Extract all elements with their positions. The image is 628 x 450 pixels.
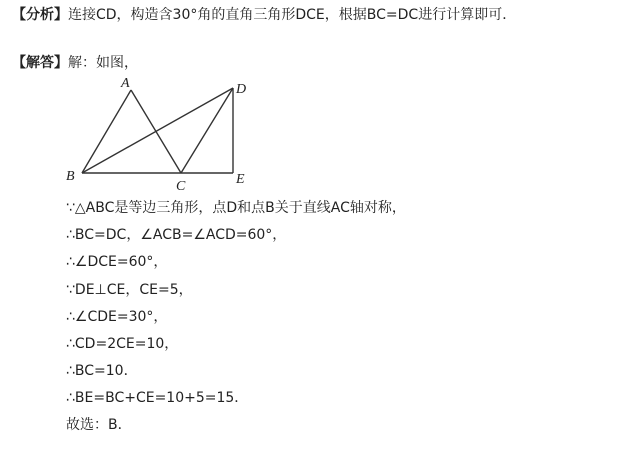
- answer-tag: 【解答】: [12, 55, 68, 71]
- segment-BD: [82, 88, 233, 173]
- step-line: ∴BE=BC+CE=10+5=15．: [66, 390, 249, 406]
- step-line: 故选：B．: [66, 417, 132, 433]
- point-label-A: A: [121, 76, 130, 91]
- step-line: ∴∠CDE=30°，: [66, 309, 168, 325]
- answer-intro: 解：如图，: [68, 55, 138, 71]
- segment-BA: [82, 90, 131, 173]
- step-line: ∴CD=2CE=10，: [66, 336, 179, 352]
- point-label-D: D: [236, 82, 247, 97]
- segment-CD: [181, 88, 233, 173]
- step-line: ∴BC=10．: [66, 363, 138, 379]
- step-line: ∴BC=DC，∠ACB=∠ACD=60°，: [66, 227, 287, 243]
- step-line: ∵△ABC是等边三角形，点D和点B关于直线AC轴对称，: [66, 200, 406, 216]
- point-label-C: C: [176, 179, 186, 194]
- step-line: ∵DE⊥CE，CE=5，: [66, 282, 193, 298]
- point-label-B: B: [66, 169, 75, 184]
- analysis-tag: 【分析】: [12, 7, 68, 23]
- analysis-text: 连接CD，构造含30°角的直角三角形DCE，根据BC=DC进行计算即可．: [68, 7, 517, 23]
- point-label-E: E: [236, 172, 245, 187]
- step-line: ∴∠DCE=60°，: [66, 254, 168, 270]
